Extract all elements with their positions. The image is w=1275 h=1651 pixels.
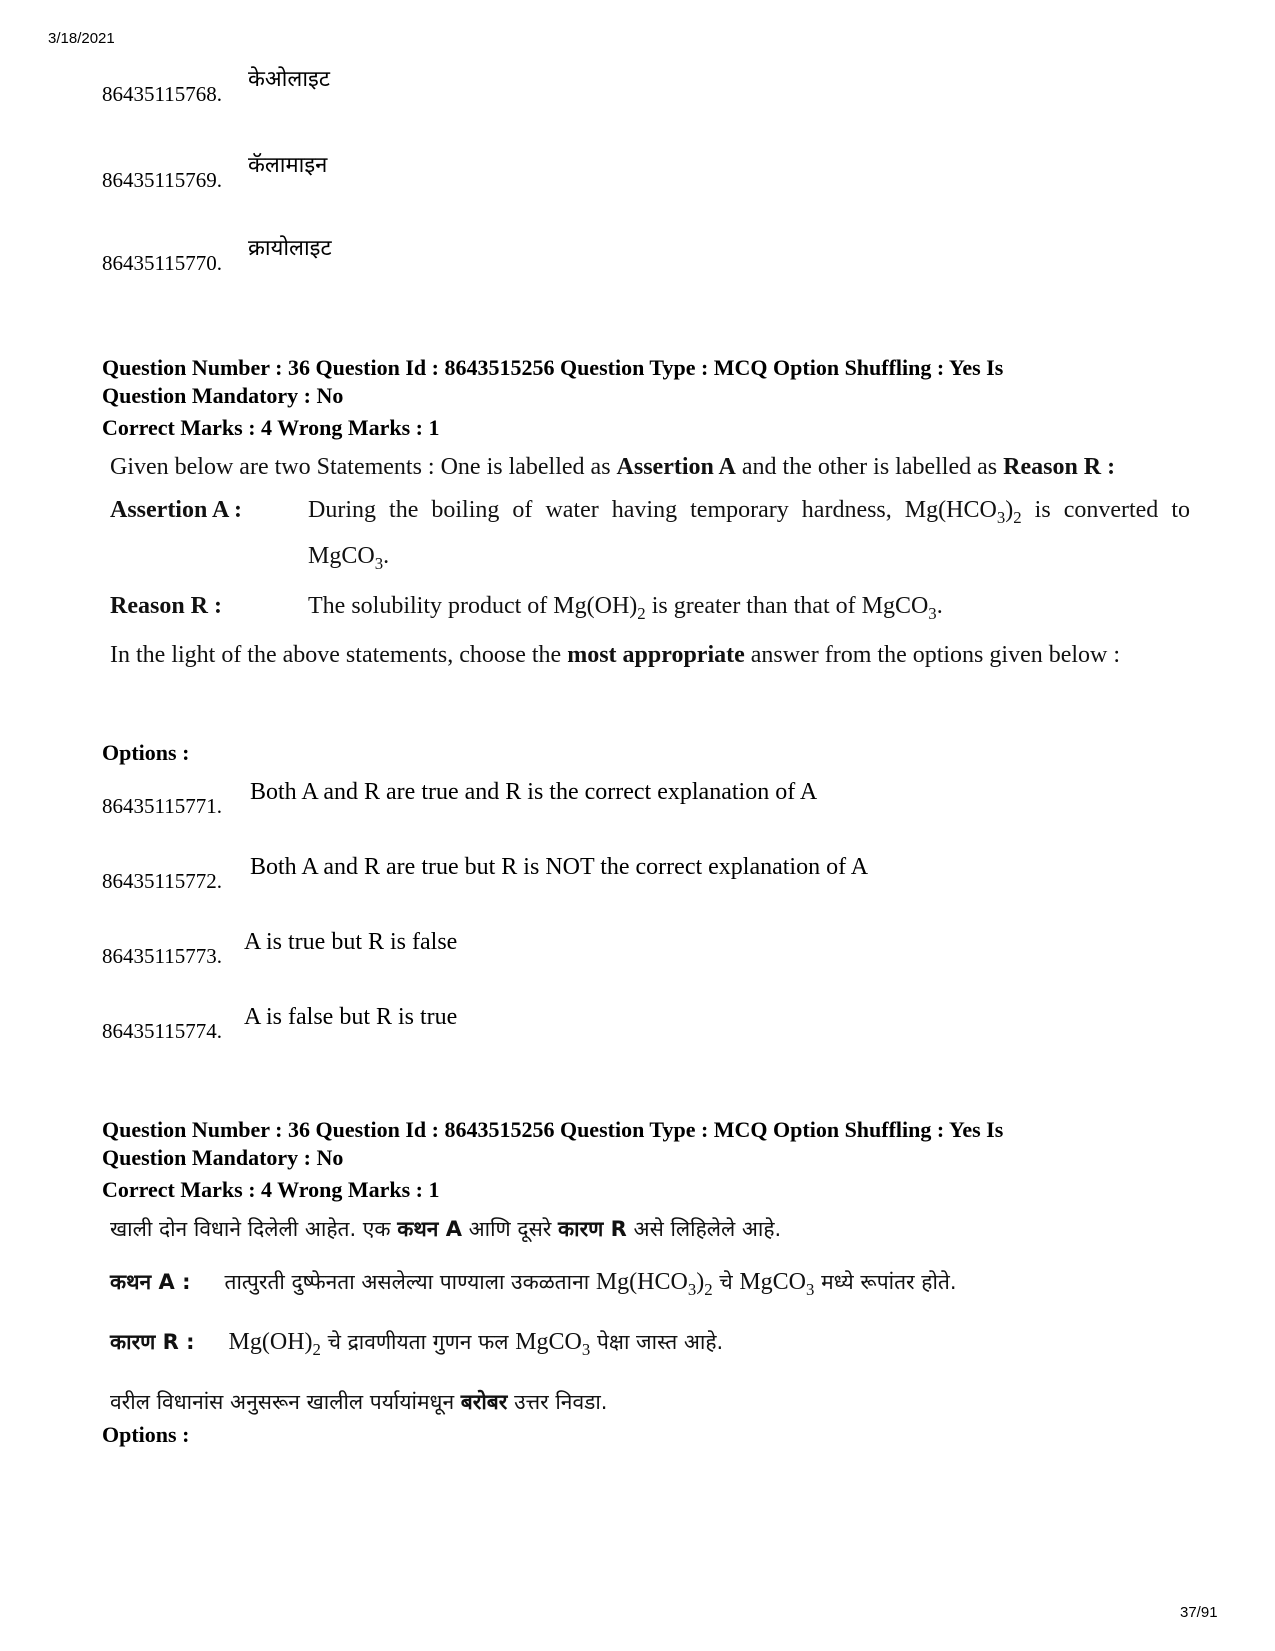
option-id: 86435115773. <box>102 944 222 968</box>
option-id: 86435115770. <box>102 251 222 275</box>
question-instruction: In the light of the above statements, choose the most appropriate answer from the options given below : <box>110 642 1121 669</box>
options-label: Options : <box>102 740 190 765</box>
option-row <box>102 1003 1202 1043</box>
option-row <box>102 853 1202 893</box>
question-meta <box>102 354 1162 442</box>
question-mandatory: Question Mandatory : No <box>102 383 344 408</box>
reason-label: Reason R : <box>110 592 222 619</box>
option-text: Both A and R are true and R is the correct explanation of A <box>250 779 818 805</box>
option-text: A is false but R is true <box>244 1004 458 1030</box>
reason-row <box>110 1323 1190 1369</box>
assertion-row <box>110 491 1190 583</box>
print-date: 3/18/2021 <box>48 30 115 47</box>
option-row <box>102 778 1202 818</box>
assertion-label: कथन A : <box>110 1270 191 1294</box>
option-row <box>102 235 1202 275</box>
option-text: क्रायोलाइट <box>248 236 332 261</box>
option-id: 86435115769. <box>102 168 222 192</box>
option-id: 86435115771. <box>102 794 222 818</box>
page-number: 37/91 <box>1180 1604 1218 1621</box>
question-body <box>110 448 1190 675</box>
assertion-text: During the boiling of water having temporary hardness, $Mg(HCO_3)_2$ is converted to MgCO$_3$. <box>308 497 1191 573</box>
option-text: A is true but R is false <box>244 929 458 955</box>
question-marks: Correct Marks : 4 Wrong Marks : 1 <box>102 415 440 440</box>
option-text: Both A and R are true but R is NOT the correct explanation of A <box>250 854 869 880</box>
reason-row <box>110 587 1190 633</box>
reason-text: The solubility product of $Mg(OH)_2$ is greater than that of MgCO$_3$. <box>308 592 943 623</box>
option-id: 86435115768. <box>102 82 222 106</box>
assertion-label: Assertion A : <box>110 497 242 523</box>
question-marks: Correct Marks : 4 Wrong Marks : 1 <box>102 1177 440 1202</box>
question-instruction: वरील विधानांस अनुसरून खालील पर्यायांमधून बरोबर उत्तर निवडा. <box>110 1389 608 1414</box>
option-id: 86435115774. <box>102 1019 222 1043</box>
option-id: 86435115772. <box>102 869 222 893</box>
question-meta-line: Question Number : 36 Question Id : 8643515256 Question Type : MCQ Option Shuffling : Yes Is <box>102 355 1004 380</box>
question-intro: Given below are two Statements : One is labelled as Assertion A and the other is labelled as Reason R : <box>110 454 1116 480</box>
question-mandatory: Question Mandatory : No <box>102 1145 344 1170</box>
question-intro: खाली दोन विधाने दिलेली आहेत. एक कथन A आणि दूसरे कारण R असे लिहिलेले आहे. <box>110 1217 782 1241</box>
question-body <box>110 1210 1190 1422</box>
options-label: Options : <box>102 1422 190 1447</box>
option-row <box>102 928 1202 968</box>
assertion-row <box>110 1263 1190 1309</box>
reason-text: $Mg(OH)_2$ चे द्रावणीयता गुणन फल MgCO$_3$ पेक्षा जास्त आहे. <box>228 1328 724 1359</box>
option-text: कॅलामाइन <box>248 153 328 178</box>
option-row <box>102 152 1202 192</box>
option-text: केओलाइट <box>248 67 330 92</box>
reason-label: कारण R : <box>110 1329 195 1354</box>
question-meta-line: Question Number : 36 Question Id : 8643515256 Question Type : MCQ Option Shuffling : Yes Is <box>102 1117 1004 1142</box>
question-meta <box>102 1116 1162 1204</box>
option-row <box>102 66 1202 106</box>
assertion-text: तात्पुरती दुष्फेनता असलेल्या पाण्याला उकळताना $Mg(HCO_3)_2$ चे MgCO$_3$ मध्ये रूपांतर होते. <box>224 1269 957 1299</box>
